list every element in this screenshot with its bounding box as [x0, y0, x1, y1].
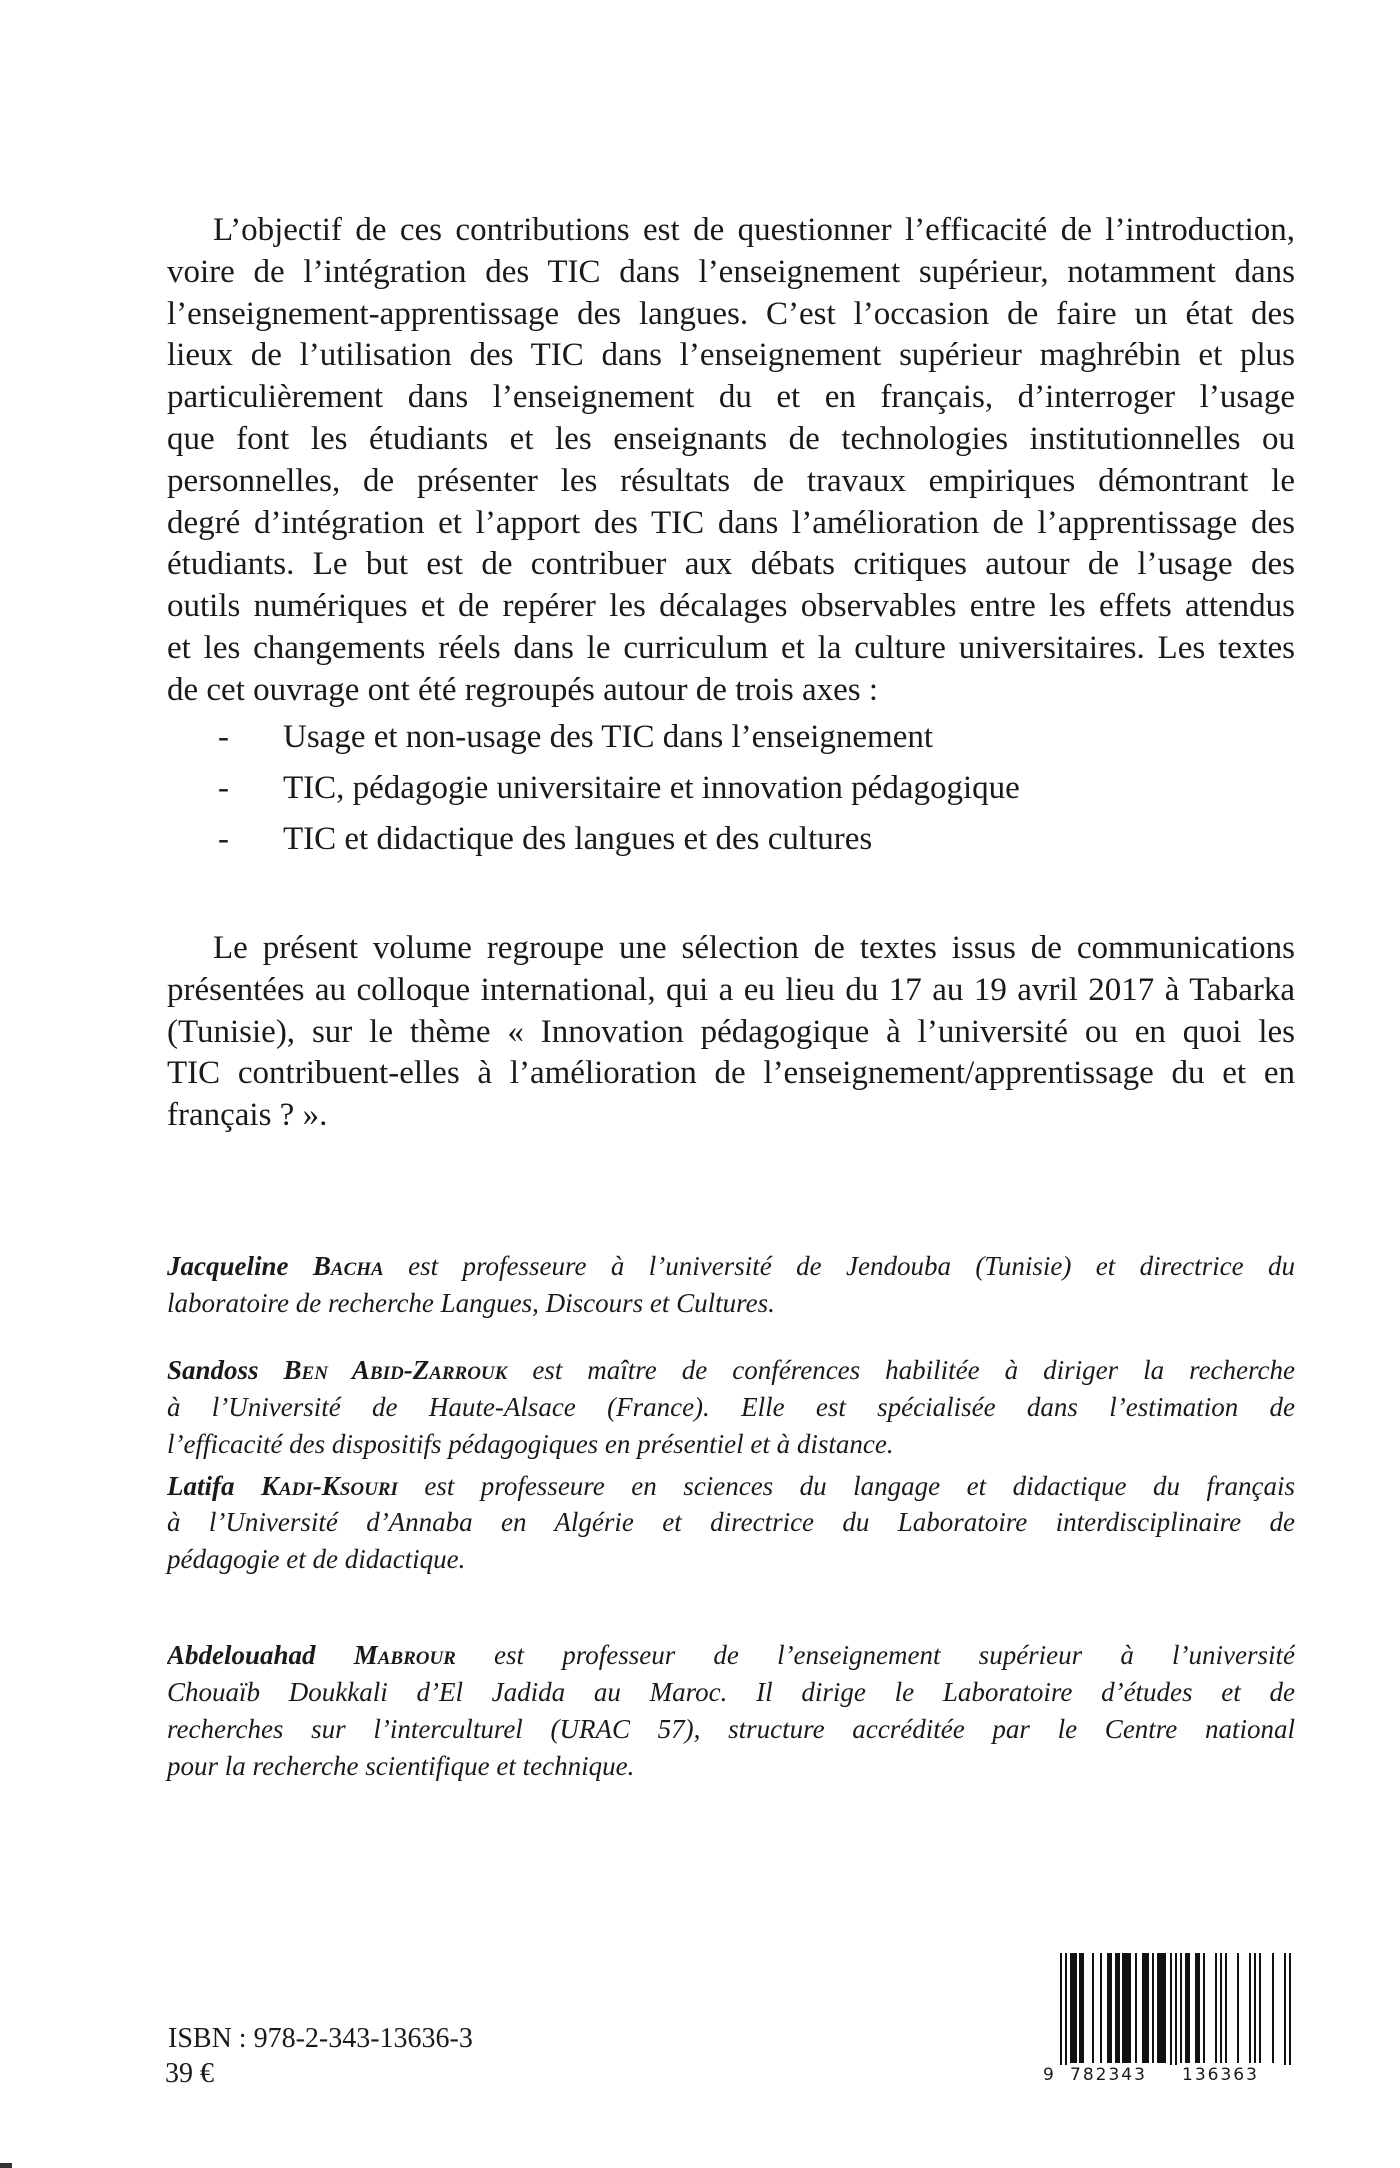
author-first-name: Sandoss — [167, 1355, 259, 1385]
bio-line — [167, 1352, 1295, 1389]
intro-line: degré d’intégration et l’apport des TIC dans l’amélioration de l’apprentissage des — [167, 505, 1295, 541]
intro-line: personnelles, de présenter les résultats de travaux empiriques démontrant le — [167, 463, 1295, 499]
bio-text: l’efficacité des dispositifs pédagogiques en présentiel et à distance. — [167, 1429, 894, 1459]
axes-item — [167, 818, 1295, 860]
author-last-name: Ben Abid-Zarrouk — [283, 1355, 508, 1385]
barcode-left-digits: 782343 — [1070, 2065, 1147, 2085]
bio-line — [167, 1285, 775, 1322]
intro-line: que font les étudiants et les enseignants de technologies institutionnelles ou — [167, 421, 1295, 457]
volume-line: (Tunisie), sur le thème « Innovation pédagogique à l’université ou en quoi les — [167, 1014, 1295, 1050]
bio-text: pédagogie et de didactique. — [167, 1544, 466, 1574]
volume-line: TIC contribuent-elles à l’amélioration de l’enseignement/apprentissage du et en — [167, 1055, 1295, 1091]
barcode — [1043, 1953, 1296, 2093]
author-first-name: Jacqueline — [167, 1251, 289, 1281]
isbn-text: ISBN : 978-2-343-13636-3 — [168, 2023, 473, 2054]
bio-text: est professeure en sciences du langage et didactique du français — [397, 1471, 1295, 1501]
bio-text: est professeur de l’enseignement supérieur à l’université — [455, 1640, 1295, 1670]
author-last-name: Bacha — [312, 1251, 384, 1281]
volume-line: Le présent volume regroupe une sélection de textes issus de communications — [213, 930, 1295, 966]
bio-text: est professeure à l’université de Jendouba (Tunisie) et directrice du — [383, 1251, 1295, 1281]
intro-line: particulièrement dans l’enseignement du et en français, d’interroger l’usage — [167, 379, 1295, 415]
bio-text: laboratoire de recherche Langues, Discours et Cultures. — [167, 1288, 775, 1318]
bio-line — [167, 1748, 634, 1785]
bio-line — [167, 1426, 894, 1463]
volume-line: présentées au colloque international, qui a eu lieu du 17 au 19 avril 2017 à Tabarka — [167, 972, 1295, 1008]
intro-line-last — [167, 669, 878, 711]
bio-line — [167, 1468, 1295, 1505]
intro-line: voire de l’intégration des TIC dans l’enseignement supérieur, notamment dans — [167, 254, 1295, 290]
intro-last-text: de cet ouvrage ont été regroupés autour de trois axes : — [167, 672, 879, 708]
axes-list — [167, 716, 1295, 876]
bio-text: est maître de conférences habilitée à diriger la recherche — [507, 1355, 1295, 1385]
intro-line: l’enseignement-apprentissage des langues. C’est l’occasion de faire un état des — [167, 296, 1295, 332]
bio-line: à l’Université d’Annaba en Algérie et directrice du Laboratoire interdisciplinaire de — [167, 1507, 1295, 1537]
dash-bullet-icon: - — [218, 821, 229, 857]
intro-line: outils numériques et de repérer les décalages observables entre les effets attendus — [167, 588, 1295, 624]
intro-line: L’objectif de ces contributions est de questionner l’efficacité de l’introduction, — [213, 212, 1295, 248]
barcode-icon — [1060, 1953, 1296, 2065]
author-last-name: Mabrour — [353, 1640, 456, 1670]
barcode-right-digits: 136363 — [1182, 2065, 1259, 2085]
bio-line: à l’Université de Haute-Alsace (France). Elle est spécialisée dans l’estimation de — [167, 1392, 1295, 1422]
axes-item — [167, 716, 1295, 758]
intro-line: et les changements réels dans le curriculum et la culture universitaires. Les textes — [167, 630, 1295, 666]
price-text: 39 € — [165, 2058, 214, 2089]
volume-last-text: français ? ». — [167, 1097, 328, 1133]
barcode-first-digit: 9 — [1043, 2065, 1054, 2085]
bio-line — [167, 1541, 465, 1578]
author-first-name: Latifa — [167, 1471, 235, 1501]
bio-line: recherches sur l’interculturel (URAC 57), structure accréditée par le Centre national — [167, 1714, 1295, 1744]
bio-line: Chouaïb Doukkali d’El Jadida au Maroc. Il dirige le Laboratoire d’études et de — [167, 1677, 1295, 1707]
volume-line-last — [167, 1094, 327, 1136]
corner-crop-mark — [0, 2163, 12, 2168]
axes-item — [167, 767, 1295, 809]
axes-item-label: Usage et non-usage des TIC dans l’enseignement — [283, 719, 934, 755]
author-first-name: Abdelouahad — [167, 1640, 316, 1670]
dash-bullet-icon: - — [218, 719, 229, 755]
author-last-name: Kadi-Ksouri — [260, 1471, 398, 1501]
bio-text: pour la recherche scientifique et technique. — [167, 1751, 635, 1781]
dash-bullet-icon: - — [218, 770, 229, 806]
intro-line: lieux de l’utilisation des TIC dans l’enseignement supérieur maghrébin et plus — [167, 337, 1295, 373]
bio-line — [167, 1248, 1295, 1285]
bio-line — [167, 1637, 1295, 1674]
axes-item-label: TIC et didactique des langues et des cultures — [283, 821, 873, 857]
intro-line: étudiants. Le but est de contribuer aux débats critiques autour de l’usage des — [167, 546, 1295, 582]
axes-item-label: TIC, pédagogie universitaire et innovation pédagogique — [283, 770, 1020, 806]
